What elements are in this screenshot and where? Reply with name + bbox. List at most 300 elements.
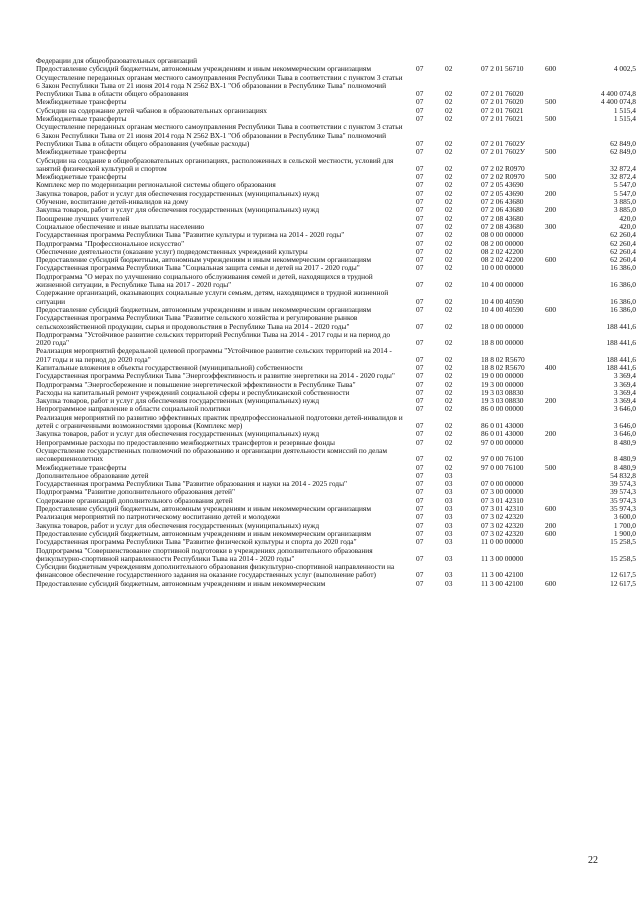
row-name: Предоставление субсидий бюджетным, автономным учреждениям и иным некоммерческим организациям (36, 504, 372, 514)
row-target-article: 07 2 01 76021 (481, 105, 524, 115)
row-subsection: 02 (445, 454, 453, 464)
row-expense-type (545, 488, 575, 496)
row-name: Комплекс мер по модернизации региональной системы общего образования (36, 180, 276, 190)
table-row (36, 580, 636, 588)
row-name: Осуществление государственных полномочий по образованию и организации деятельности комиссий по делам несовершеннолетних (36, 445, 388, 464)
row-subsection: 03 (445, 570, 453, 580)
row-expense-type: 500 (545, 172, 557, 182)
row-section: 07 (416, 89, 424, 99)
table-row (36, 447, 636, 464)
row-expense-type: 200 (545, 520, 557, 530)
row-section: 07 (416, 570, 424, 580)
row-name: Осуществление переданных органам местного самоуправления Республики Тыва в соответствии с пунктом 3 статьи 6 Закон Республики Тыва от 21 июня 2014 года N 2562 ВХ-1 "Об образовании в Республике Тыва" полномочий Республики Тыва в области общего образования (36, 72, 403, 99)
row-name: Закупка товаров, работ и услуг для обеспечения государственных (муниципальных) нужд (36, 520, 320, 530)
row-amount: 39 574,3 (610, 479, 636, 489)
row-amount: 16 386,0 (610, 296, 636, 306)
row-expense-type (545, 381, 575, 389)
table-row (36, 289, 636, 306)
row-section: 07 (416, 512, 424, 522)
row-target-article: 97 0 00 76100 (481, 462, 524, 472)
row-amount: 16 386,0 (610, 304, 636, 314)
row-amount: 32 872,4 (610, 163, 636, 173)
row-section: 07 (416, 147, 424, 157)
row-target-article: 10 4 00 40590 (481, 296, 524, 306)
row-target-article: 10 0 00 00000 (481, 263, 524, 273)
row-name: Субсидии бюджетным учреждениям дополнительного образования физкультурно-спортивной направленности на финансовое обеспечение государственного задания на оказание государственных услуг (выполнение работ) (36, 562, 395, 580)
row-target-article: 07 2 08 43680 (481, 213, 524, 223)
row-name: Предоставление субсидий бюджетным, автономным учреждениям и иным некоммерческим организациям (36, 255, 372, 265)
table-row (36, 157, 636, 174)
row-subsection: 02 (445, 147, 453, 157)
row-section: 07 (416, 238, 424, 248)
row-amount: 16 386,0 (610, 280, 636, 290)
row-name: Поощрение лучших учителей (36, 213, 130, 223)
row-target-article: 07 2 01 7602У (481, 138, 526, 148)
row-amount: 3 646,0 (613, 421, 636, 431)
row-target-article: 18 8 02 R5670 (481, 354, 525, 364)
row-subsection: 03 (445, 520, 453, 530)
row-name: Реализация мероприятий по патриотическому воспитанию детей и молодежи (36, 512, 280, 522)
row-amount: 3 600,0 (613, 512, 636, 522)
row-section: 07 (416, 454, 424, 464)
row-section: 07 (416, 437, 424, 447)
row-amount: 4 400 074,8 (600, 97, 636, 107)
row-section: 07 (416, 97, 424, 107)
row-amount: 16 386,0 (610, 263, 636, 273)
row-section: 07 (416, 371, 424, 381)
row-section: 07 (416, 504, 424, 514)
row-amount: 3 885,0 (613, 205, 636, 215)
row-subsection: 02 (445, 105, 453, 115)
row-subsection: 02 (445, 238, 453, 248)
row-target-article: 08 0 00 00000 (481, 230, 524, 240)
row-subsection: 02 (445, 180, 453, 190)
row-subsection: 02 (445, 246, 453, 256)
row-expense-type: 200 (545, 205, 557, 215)
row-section: 07 (416, 387, 424, 397)
row-name: Межбюджетные трансферты (36, 172, 127, 182)
row-subsection: 03 (445, 487, 453, 497)
table-row (36, 414, 636, 431)
budget-table (36, 57, 636, 588)
row-subsection: 02 (445, 263, 453, 273)
row-section: 07 (416, 172, 424, 182)
row-target-article: 08 2 02 42200 (481, 246, 524, 256)
row-name: Обеспечение деятельности (оказание услуг) подведомственных учреждений культуры (36, 246, 308, 256)
row-name: Субсидии на создание в общеобразовательных организациях, расположенных в сельской местности, условий для занятий физической культурой и спортом (36, 155, 394, 173)
row-subsection: 03 (445, 495, 453, 505)
row-amount: 3 885,0 (613, 197, 636, 207)
row-target-article: 19 3 03 08830 (481, 396, 524, 406)
row-expense-type (545, 289, 575, 306)
row-expense-type: 600 (545, 255, 557, 265)
row-target-article: 86 0 01 43000 (481, 429, 524, 439)
row-amount: 62 260,4 (610, 255, 636, 265)
row-name: Социальное обеспечение и иные выплаты населению (36, 221, 205, 231)
row-section: 07 (416, 528, 424, 538)
row-subsection: 02 (445, 230, 453, 240)
row-expense-type (545, 331, 575, 348)
row-expense-type (545, 314, 575, 331)
row-amount: 1 515,4 (613, 114, 636, 124)
row-expense-type: 200 (545, 396, 557, 406)
row-expense-type (545, 439, 575, 447)
row-section: 07 (416, 338, 424, 348)
row-amount: 15 258,5 (610, 537, 636, 547)
row-section: 07 (416, 230, 424, 240)
row-subsection: 02 (445, 64, 453, 74)
budget-table-body (36, 57, 636, 588)
row-expense-type (545, 264, 575, 272)
row-target-article: 18 8 02 R5670 (481, 362, 525, 372)
row-section: 07 (416, 163, 424, 173)
row-name: Реализация мероприятий по развитию эффективных практик предпрофессиональной подготовки детей-инвалидов и детей с ограниченными возможностями здоровья (Комплекс мер) (36, 412, 403, 431)
row-subsection: 02 (445, 421, 453, 431)
row-name: Государственная программа Республики Тыва "Социальная защита семьи и детей на 2017 - 2020 годы" (36, 263, 360, 273)
row-section: 07 (416, 421, 424, 431)
row-name: Закупка товаров, работ и услуг для обеспечения государственных (муниципальных) нужд (36, 396, 320, 406)
row-subsection: 03 (445, 578, 453, 588)
row-subsection: 02 (445, 379, 453, 389)
row-subsection: 03 (445, 479, 453, 489)
row-name: Обучение, воспитание детей-инвалидов на дому (36, 197, 189, 207)
row-expense-type: 500 (545, 147, 557, 157)
row-target-article: 10 4 00 40590 (481, 304, 524, 314)
row-amount: 8 480,9 (613, 462, 636, 472)
row-name: Содержание организаций дополнительного образования детей (36, 495, 233, 505)
row-section: 07 (416, 138, 424, 148)
row-amount: 8 480,9 (613, 454, 636, 464)
row-target-article: 86 0 00 00000 (481, 404, 524, 414)
row-target-article: 07 2 02 R0970 (481, 172, 525, 182)
row-section: 07 (416, 64, 424, 74)
table-row (36, 547, 636, 564)
row-section: 07 (416, 396, 424, 406)
row-subsection: 03 (445, 528, 453, 538)
row-section: 07 (416, 553, 424, 563)
table-row (36, 563, 636, 580)
row-expense-type (545, 447, 575, 464)
row-target-article: 07 2 06 43680 (481, 205, 524, 215)
row-target-article: 07 3 01 42310 (481, 495, 524, 505)
row-expense-type (545, 157, 575, 174)
row-subsection: 02 (445, 255, 453, 265)
row-name: Предоставление субсидий бюджетным, автономным учреждениям и иным некоммерческим организациям (36, 528, 372, 538)
row-target-article: 07 2 01 56710 (481, 64, 524, 74)
row-amount: 3 646,0 (613, 429, 636, 439)
row-target-article: 86 0 01 43000 (481, 421, 524, 431)
row-target-article: 07 3 02 42320 (481, 520, 524, 530)
row-target-article: 07 2 01 7602У (481, 147, 526, 157)
row-name: Межбюджетные трансферты (36, 462, 127, 472)
row-subsection: 02 (445, 97, 453, 107)
row-name: Предоставление субсидий бюджетным, автономным учреждениям и иным некоммерческим (36, 578, 326, 588)
row-name: Подпрограмма "Устойчивое развитие сельских территорий Республики Тыва на 2014 - 2017 годы и на период до 2020 года" (36, 329, 391, 348)
row-amount: 3 369,4 (613, 387, 636, 397)
row-target-article: 19 3 03 08830 (481, 387, 524, 397)
row-target-article: 07 2 02 R0970 (481, 163, 525, 173)
row-subsection: 02 (445, 213, 453, 223)
row-subsection: 02 (445, 304, 453, 314)
row-section: 07 (416, 105, 424, 115)
row-subsection: 02 (445, 296, 453, 306)
row-amount: 62 260,4 (610, 230, 636, 240)
row-target-article: 19 3 00 00000 (481, 379, 524, 389)
row-target-article: 19 0 00 00000 (481, 371, 524, 381)
row-subsection: 02 (445, 280, 453, 290)
row-target-article: 07 2 05 43690 (481, 180, 524, 190)
row-subsection: 02 (445, 205, 453, 215)
row-expense-type (545, 547, 575, 564)
row-subsection: 03 (445, 537, 453, 547)
row-amount: 5 547,0 (613, 188, 636, 198)
row-section: 07 (416, 520, 424, 530)
row-section: 07 (416, 280, 424, 290)
row-subsection: 02 (445, 89, 453, 99)
row-amount: 1 515,4 (613, 105, 636, 115)
row-section: 07 (416, 188, 424, 198)
row-expense-type (545, 347, 575, 364)
row-expense-type: 500 (545, 114, 557, 124)
row-name: Межбюджетные трансферты (36, 147, 127, 157)
row-amount: 62 260,4 (610, 238, 636, 248)
row-target-article: 18 8 00 00000 (481, 338, 524, 348)
row-subsection: 02 (445, 462, 453, 472)
row-section: 07 (416, 321, 424, 331)
row-subsection: 02 (445, 172, 453, 182)
row-amount: 39 574,3 (610, 487, 636, 497)
table-row (36, 123, 636, 148)
row-expense-type: 300 (545, 221, 557, 231)
row-target-article: 18 0 00 00000 (481, 321, 524, 331)
row-amount: 54 832,8 (610, 470, 636, 480)
row-section: 07 (416, 578, 424, 588)
row-name: Закупка товаров, работ и услуг для обеспечения государственных (муниципальных) нужд (36, 205, 320, 215)
row-amount: 12 617,5 (610, 578, 636, 588)
row-subsection: 03 (445, 470, 453, 480)
row-amount: 62 849,0 (610, 147, 636, 157)
row-target-article: 07 2 01 76020 (481, 89, 524, 99)
row-name: Дополнительное образование детей (36, 470, 149, 480)
row-name: Подпрограмма "Профессиональное искусство" (36, 238, 185, 248)
row-expense-type (545, 414, 575, 431)
row-name: Межбюджетные трансферты (36, 97, 127, 107)
row-subsection: 02 (445, 371, 453, 381)
row-amount: 5 547,0 (613, 180, 636, 190)
row-subsection: 02 (445, 221, 453, 231)
row-expense-type (545, 273, 575, 290)
row-section: 07 (416, 479, 424, 489)
row-name: Капитальные вложения в объекты государственной (муниципальной) собственности (36, 362, 303, 372)
row-target-article: 07 3 00 00000 (481, 487, 524, 497)
row-section: 07 (416, 213, 424, 223)
row-expense-type (545, 240, 575, 248)
row-amount: 188 441,6 (606, 338, 636, 348)
row-target-article: 07 2 08 43680 (481, 221, 524, 231)
row-expense-type: 500 (545, 462, 557, 472)
row-target-article: 07 3 02 42320 (481, 528, 524, 538)
row-section: 07 (416, 487, 424, 497)
row-target-article: 11 0 00 00000 (481, 537, 524, 547)
row-expense-type: 500 (545, 97, 557, 107)
row-section: 07 (416, 537, 424, 547)
row-expense-type: 600 (545, 64, 557, 74)
row-name: Предоставление субсидий бюджетным, автономным учреждениям и иным некоммерческим организациям (36, 304, 372, 314)
row-amount: 1 900,0 (613, 528, 636, 538)
row-amount: 32 872,4 (610, 172, 636, 182)
table-row (36, 347, 636, 364)
row-amount: 3 646,0 (613, 404, 636, 414)
row-section: 07 (416, 255, 424, 265)
row-target-article: 08 2 02 42200 (481, 255, 524, 265)
row-amount: 420,0 (619, 213, 636, 223)
row-subsection: 03 (445, 512, 453, 522)
row-subsection: 02 (445, 197, 453, 207)
row-target-article: 07 2 05 43690 (481, 188, 524, 198)
page-number: 22 (588, 855, 598, 866)
row-subsection: 02 (445, 188, 453, 198)
row-amount: 420,0 (619, 221, 636, 231)
row-section: 07 (416, 205, 424, 215)
row-amount: 35 974,3 (610, 504, 636, 514)
row-amount: 15 258,5 (610, 553, 636, 563)
row-target-article: 08 2 00 00000 (481, 238, 524, 248)
row-target-article: 07 2 01 76020 (481, 97, 524, 107)
row-amount: 12 617,5 (610, 570, 636, 580)
row-subsection: 02 (445, 404, 453, 414)
row-target-article: 07 2 06 43680 (481, 197, 524, 207)
row-name: Осуществление переданных органам местного самоуправления Республики Тыва в соответствии с пунктом 3 статьи 6 Закон Республики Тыва от 21 июня 2014 года N 2562 ВХ-1 "Об образовании в Республике Тыва" полномочий Республики Тыва в области общего образования (учебные расходы) (36, 122, 403, 148)
row-section: 07 (416, 114, 424, 124)
row-section: 07 (416, 296, 424, 306)
row-amount: 3 369,4 (613, 396, 636, 406)
row-name: Подпрограмма "Совершенствование спортивной подготовки в учреждениях дополнительного образования физкультурно-спортивной направленности Республики Тыва на 2014 - 2020 годы" (36, 545, 373, 563)
row-section: 07 (416, 429, 424, 439)
table-row (36, 314, 636, 331)
row-target-article: 11 3 00 42100 (481, 578, 524, 588)
row-section: 07 (416, 495, 424, 505)
row-name: Непрограммное направление в области социальной политики (36, 404, 231, 414)
row-subsection: 02 (445, 396, 453, 406)
row-section: 07 (416, 362, 424, 372)
row-name: Государственная программа Республики Тыва "Развитие образования и науки на 2014 - 2025 годы" (36, 479, 348, 489)
row-name: Реализация мероприятий федеральной целевой программы "Устойчивое развитие сельских территорий на 2014 - 2017 годы и на период до 2020 года" (36, 346, 392, 364)
row-target-article: 97 0 00 00000 (481, 437, 524, 447)
row-name: Государственная программа Республики Тыва "Энергоэффективность и развитие энергетики на 2014 - 2020 годы" (36, 371, 395, 381)
row-subsection: 02 (445, 163, 453, 173)
row-name: Закупка товаров, работ и услуг для обеспечения государственных (муниципальных) нужд (36, 188, 320, 198)
row-amount: 62 849,0 (610, 138, 636, 148)
table-row (36, 331, 636, 348)
row-section: 07 (416, 354, 424, 364)
row-expense-type: 200 (545, 188, 557, 198)
row-expense-type: 600 (545, 528, 557, 538)
row-expense-type (545, 405, 575, 413)
row-expense-type (545, 472, 575, 480)
row-name: Расходы на капитальный ремонт учреждений социальной сферы и республиканской собственности (36, 387, 350, 397)
row-target-article: 07 0 00 00000 (481, 479, 524, 489)
row-name: Государственная программа Республики Тыва "Развитие физической культуры и спорта до 2020 года" (36, 537, 357, 547)
row-subsection: 03 (445, 504, 453, 514)
row-subsection: 02 (445, 138, 453, 148)
row-name: Подпрограмма "Энергосбережение и повышение энергетической эффективности в Республике Тыва" (36, 379, 356, 389)
row-subsection: 02 (445, 354, 453, 364)
row-section: 07 (416, 263, 424, 273)
row-amount: 188 441,6 (606, 354, 636, 364)
row-amount: 4 002,5 (613, 64, 636, 74)
row-target-article: 11 3 00 00000 (481, 553, 524, 563)
row-section: 07 (416, 197, 424, 207)
row-name: Предоставление субсидий бюджетным, автономным учреждениям и иным некоммерческим организациям (36, 64, 372, 74)
row-expense-type (545, 74, 575, 99)
row-subsection: 02 (445, 429, 453, 439)
row-section (410, 57, 439, 65)
row-subsection: 03 (445, 553, 453, 563)
row-target-article: 07 3 01 42310 (481, 504, 524, 514)
row-section: 07 (416, 180, 424, 190)
row-expense-type: 600 (545, 504, 557, 514)
row-section: 07 (416, 379, 424, 389)
row-target-article: 97 0 00 76100 (481, 454, 524, 464)
row-name: Подпрограмма "Развитие дополнительного образования детей" (36, 487, 236, 497)
row-expense-type: 200 (545, 429, 557, 439)
row-amount: 188 441,6 (606, 362, 636, 372)
row-section: 07 (416, 462, 424, 472)
row-expense-type: 600 (545, 578, 557, 588)
row-subsection: 02 (445, 387, 453, 397)
row-expense-type (545, 563, 575, 580)
row-name: Межбюджетные трансферты (36, 114, 127, 124)
row-subsection: 02 (445, 321, 453, 331)
table-row (36, 273, 636, 290)
row-subsection: 02 (445, 114, 453, 124)
row-subsection: 02 (445, 338, 453, 348)
row-section: 07 (416, 246, 424, 256)
row-expense-type: 600 (545, 304, 557, 314)
row-target-article: 07 2 01 76021 (481, 114, 524, 124)
row-amount: 4 400 074,8 (600, 89, 636, 99)
row-section: 07 (416, 404, 424, 414)
row-amount: 3 369,4 (613, 379, 636, 389)
row-section: 07 (416, 470, 424, 480)
row-target-article: 10 4 00 00000 (481, 280, 524, 290)
row-expense-type: 400 (545, 362, 557, 372)
row-expense-type (545, 123, 575, 148)
row-amount: 8 480,9 (613, 437, 636, 447)
row-subsection: 02 (445, 362, 453, 372)
row-section: 07 (416, 221, 424, 231)
row-expense-type (545, 480, 575, 488)
row-expense-type (545, 231, 575, 239)
table-row (36, 74, 636, 99)
row-amount: 188 441,6 (606, 321, 636, 331)
row-section: 07 (416, 304, 424, 314)
row-name: Государственная программа Республики Тыва "Развитие культуры и туризма на 2014 - 2020 годы" (36, 230, 345, 240)
row-name: Подпрограмма "О мерах по улучшению социального обслуживания семей и детей, находящихся в трудной жизненной ситуации, в Республике Тыва на 2017 - 2020 годы" (36, 271, 373, 290)
row-amount: 62 260,4 (610, 246, 636, 256)
row-expense-type (545, 372, 575, 380)
row-amount: 35 974,3 (610, 495, 636, 505)
row-amount: 3 369,4 (613, 371, 636, 381)
row-expense-type (545, 538, 575, 546)
row-name: Непрограммные расходы по предоставлению межбюджетных трансфертов и резервные фонды (36, 437, 336, 447)
row-name: Субсидии на содержание детей чабанов в образовательных организациях (36, 105, 267, 115)
row-subsection: 02 (445, 437, 453, 447)
row-target-article: 07 3 02 42320 (481, 512, 524, 522)
row-name: Содержание организаций, оказывающих социальные услуги семьям, детям, находящимся в трудной жизненной ситуации (36, 288, 389, 306)
row-name: Государственная программа Республики Тыва "Развитие сельского хозяйства и регулирование рынков сельскохозяйственной продукции, сырья и продовольствия в Республике Тыва на 2014 - 2020 годы" (36, 313, 358, 331)
row-name: Закупка товаров, работ и услуг для обеспечения государственных (муниципальных) нужд (36, 429, 320, 439)
